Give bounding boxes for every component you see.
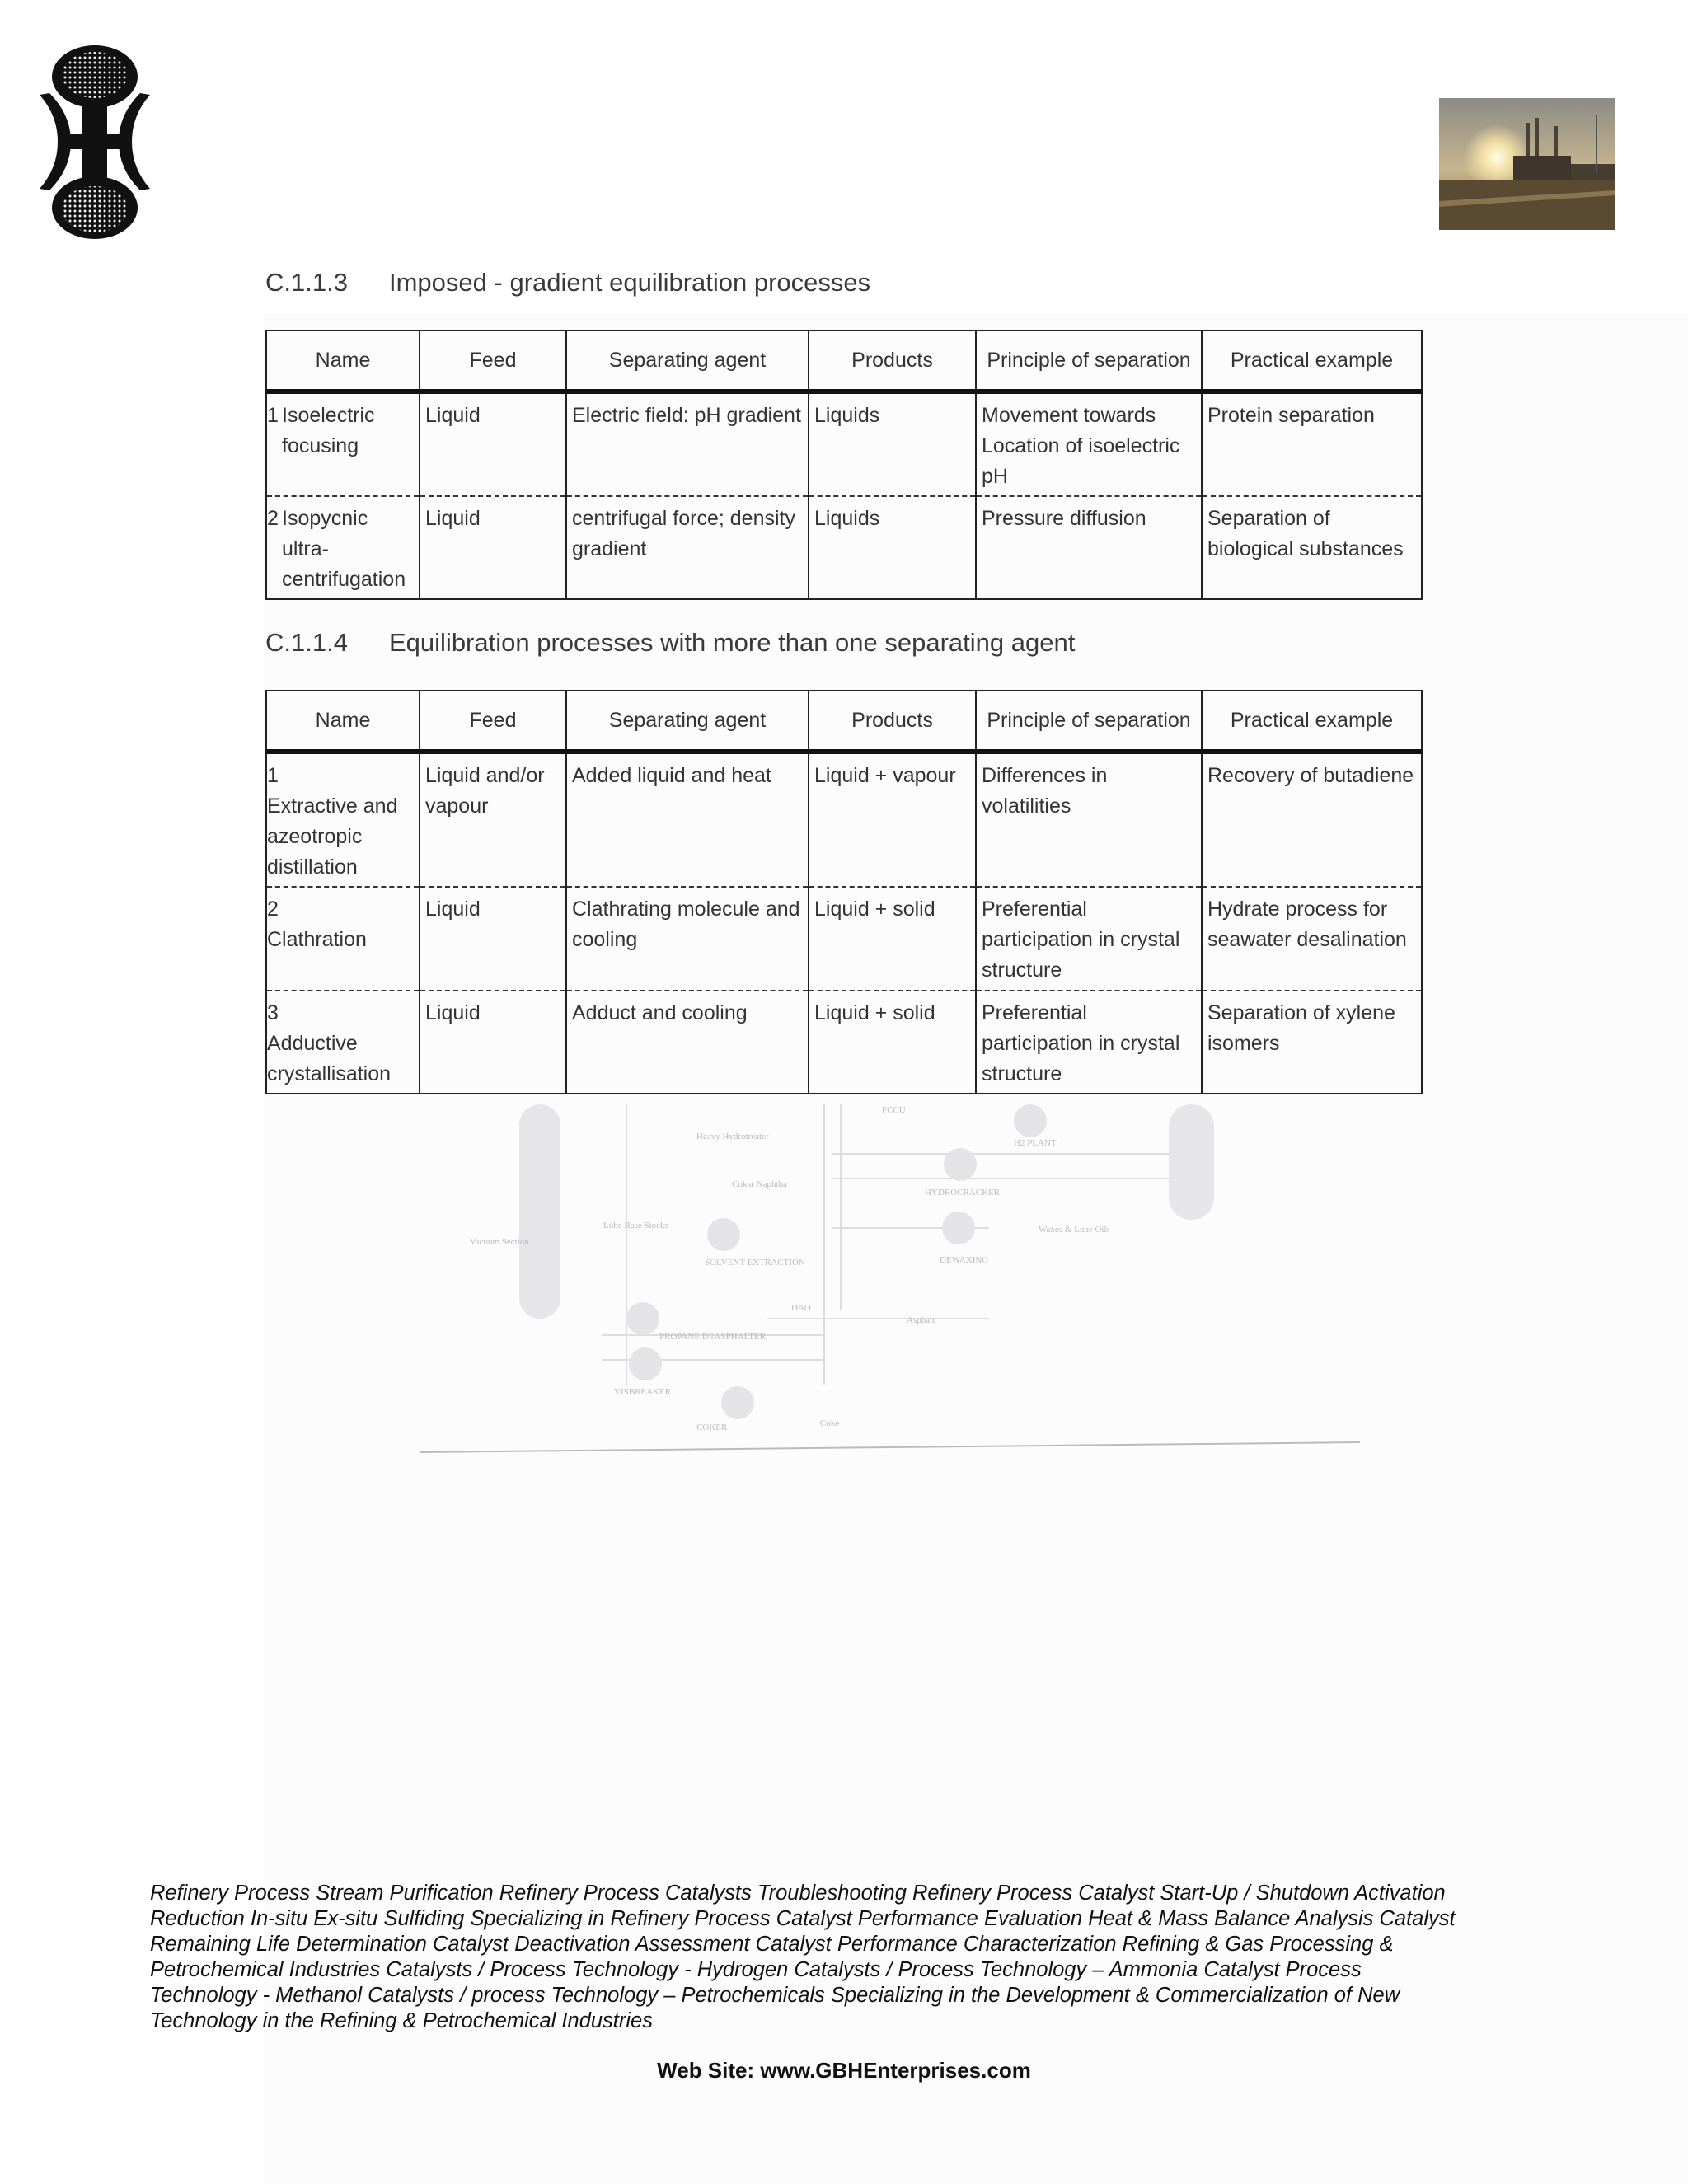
diagram-label: COKER: [696, 1422, 728, 1432]
diagram-label: Vacuum Section: [470, 1237, 529, 1247]
column-header: Products: [809, 330, 976, 391]
products-cell: Liquid + solid: [809, 991, 976, 1094]
section-heading-c114: [265, 628, 1075, 658]
principle-cell: Movement towards Location of isoelectric pH: [976, 391, 1202, 496]
products-cell: Liquid + solid: [809, 887, 976, 991]
diagram-label: SOLVENT EXTRACTION: [705, 1258, 805, 1268]
agent-cell: centrifugal force; density gradient: [566, 496, 809, 599]
diagram-label: FCCU: [882, 1105, 906, 1115]
column-header: Separating agent: [566, 330, 809, 391]
column-header: Products: [809, 691, 976, 752]
row-number: 1: [267, 764, 279, 787]
feed-cell: Liquid and/or vapour: [420, 752, 566, 887]
footer-services-text: Refinery Process Stream Purification Refinery Process Catalysts Troubleshooting Refinery Process Catalyst Start-Up / Shutdown Activation Reduction In-situ Ex-situ Sulfiding Specializing in Refinery Process Catalyst Performance Evaluation Heat & Mass Balance Analysis Catalyst Remaining Life Determination Catalyst Deactivation Assessment Catalyst Performance Characterization Refining & Gas Processing & Petrochemical Industries Catalysts / Process Technology - Hydrogen Catalysts / Process Technology – Ammonia Catalyst Process Technology - Methanol Catalysts / process Technology – Petrochemicals Specializing in the Development & Commercialization of New Technology in the Refining & Petrochemical Industries: [150, 1882, 1456, 2032]
feed-cell: Liquid: [420, 887, 566, 991]
diagram-label: H2 PLANT: [1014, 1138, 1057, 1148]
column-header: Practical example: [1202, 691, 1422, 752]
diagram-label: VISBREAKER: [614, 1387, 672, 1397]
principle-cell: Preferential participation in crystal structure: [976, 991, 1202, 1094]
products-cell: Liquid + vapour: [809, 752, 976, 887]
section-title: Equilibration processes with more than one separating agent: [389, 628, 1076, 657]
table-row: [266, 887, 1422, 991]
agent-cell: Electric field: pH gradient: [566, 391, 809, 496]
column-header: Practical example: [1202, 330, 1422, 391]
agent-cell: Adduct and cooling: [566, 991, 809, 1094]
section-number: C.1.1.3: [265, 268, 348, 297]
name-cell: [266, 496, 420, 599]
feed-cell: Liquid: [420, 991, 566, 1094]
row-name: Extractive and azeotropic distillation: [267, 794, 398, 879]
column-header: Principle of separation: [976, 691, 1202, 752]
products-cell: Liquids: [809, 496, 976, 599]
diagram-label: Asphalt: [907, 1315, 935, 1325]
table-header-row: [266, 330, 1422, 391]
column-header: Name: [266, 330, 420, 391]
example-cell: Hydrate process for seawater desalination: [1202, 887, 1422, 991]
products-cell: Liquids: [809, 391, 976, 496]
feed-cell: Liquid: [420, 496, 566, 599]
agent-cell: Clathrating molecule and cooling: [566, 887, 809, 991]
column-header: Separating agent: [566, 691, 809, 752]
row-name: Adductive crystallisation: [267, 1032, 392, 1085]
name-cell: [266, 391, 420, 496]
example-cell: Separation of xylene isomers: [1202, 991, 1422, 1094]
example-cell: Protein separation: [1202, 391, 1422, 496]
refinery-photo: [1439, 98, 1615, 230]
refinery-flow-diagram-watermark: [412, 1104, 1368, 1467]
table-row: [266, 391, 1422, 496]
principle-cell: Preferential participation in crystal structure: [976, 887, 1202, 991]
company-logo: [33, 45, 157, 239]
table-row: [266, 991, 1422, 1094]
table-header-row: [266, 691, 1422, 752]
example-cell: Separation of biological substances: [1202, 496, 1422, 599]
diagram-label: Cokar Naphtha: [732, 1179, 787, 1189]
row-name: Clathration: [267, 928, 367, 951]
diagram-label: Waxes & Lube Oils: [1039, 1225, 1110, 1235]
section-number: C.1.1.4: [265, 628, 348, 657]
table-row: [266, 752, 1422, 887]
diagram-label: DAO: [791, 1303, 811, 1313]
principle-cell: Pressure diffusion: [976, 496, 1202, 599]
name-cell: [266, 752, 420, 887]
diagram-label: PROPANE DEASPHALTER: [659, 1332, 767, 1342]
diagram-label: Heavy Hydrotreater: [696, 1132, 769, 1141]
column-header: Principle of separation: [976, 330, 1202, 391]
table-row: [266, 496, 1422, 599]
section-title: Imposed - gradient equilibration processes: [389, 268, 871, 297]
row-number: 2: [267, 898, 279, 921]
principle-cell: Differences in volatilities: [976, 752, 1202, 887]
diagram-label: DEWAXING: [940, 1255, 989, 1265]
row-number: 1: [267, 404, 279, 427]
row-number: 3: [267, 1001, 279, 1024]
row-name: Isopycnic ultra-centrifugation: [282, 507, 406, 591]
name-cell: [266, 991, 420, 1094]
diagram-label: Lube Base Stocks: [603, 1221, 668, 1230]
separation-table-multiple-agents: [265, 690, 1423, 1094]
row-number: 2: [267, 507, 279, 530]
feed-cell: Liquid: [420, 391, 566, 496]
row-name: Isoelectric focusing: [282, 404, 375, 457]
website-link[interactable]: Web Site: www.GBHEnterprises.com: [657, 2058, 1031, 2083]
diagram-label: HYDROCRACKER: [925, 1188, 1001, 1197]
column-header: Feed: [420, 330, 566, 391]
column-header: Feed: [420, 691, 566, 752]
agent-cell: Added liquid and heat: [566, 752, 809, 887]
separation-table-imposed-gradient: [265, 330, 1423, 600]
example-cell: Recovery of butadiene: [1202, 752, 1422, 887]
diagram-label: Coke: [820, 1418, 840, 1428]
name-cell: [266, 887, 420, 991]
column-header: Name: [266, 691, 420, 752]
section-heading-c113: [265, 268, 870, 298]
